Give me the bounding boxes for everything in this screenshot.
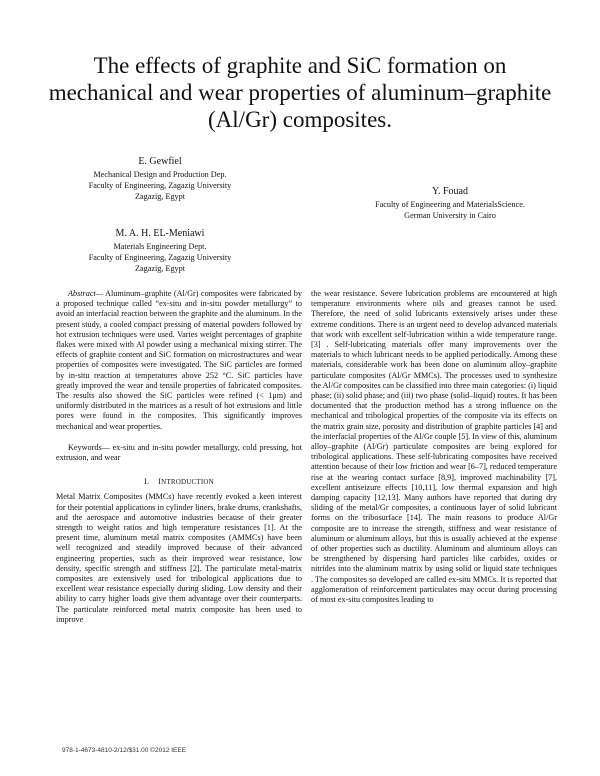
left-column	[56, 289, 302, 625]
author-name: M. A. H. EL-Meniawi	[115, 228, 205, 239]
author-name: Y. Fouad	[432, 186, 468, 197]
author-affiliation-line: Zagazig, Egypt	[134, 264, 186, 273]
author-block-3	[60, 227, 260, 274]
paper-title: The effects of graphite and SiC formation on mechanical and wear properties of aluminum–graphite (Al/Gr) composites.	[48, 53, 552, 132]
copyright-footer: 978-1-4673-4810-2/12/$31.00 ©2012 IEEE	[62, 747, 187, 754]
author-affiliation-line: German University in Cairo	[404, 211, 496, 220]
author-affiliation-line: Zagazig, Egypt	[134, 192, 186, 201]
author-affiliation-line: Materials Engineering Dept.	[113, 242, 207, 251]
abstract	[56, 289, 302, 432]
section-number: I.	[144, 477, 150, 487]
author-affiliation-line: Faculty of Engineering, Zagazig University	[88, 181, 232, 190]
section-heading	[56, 477, 302, 487]
author-affiliation-line: Faculty of Engineering and MaterialsScience.	[375, 200, 525, 209]
author-name: E. Gewfiel	[138, 156, 182, 167]
introduction-paragraph-continued: the wear resistance. Severe lubrication problems are encountered at high temperature environments where oils and greases cannot be used. Therefore, the need of solid lubricants extensively arises under these extreme conditions. There is an urgent need to develop advanced materials that work with excellent self-lubrication within a wide temperature range.[3] . Self-lubricating materials offer many improvements over the materials to which lubricant needs to be applied periodically. Among these materials, considerable work has been done on aluminum alloy–graphite particulate composites (Al/Gr MMCs). The processes used to synthesize the Al/Gr composites can be classified into three main categories: (i) liquid phase; (ii) solid phase; and (iii) two phase (solid–liquid) routes. It has been documented that the production method has a strong influence on the mechanical and tribological properties of the composite via its effects on the matrix grain size, porosity and distribution of graphite particles [4] and the interfacial properties of the Al/Gr couple [5]. In view of this, aluminum alloy–graphite (Al/Gr) particulate composites are being explored for tribological applications. These self-lubricating composites have received attention because of their low friction and wear [6–7], reduced temperature rise at the wearing contact surface [8,9], improved machinability [7], excellent antiseizure effects [10,11], low thermal expansion and high damping capacity [12,13]. Many authors have reported that during dry sliding of the metal/Gr composites, a continuous layer of solid lubricant forms on the tribosurface [14]. The main reasons to produce Al/Gr composite are to increase the strength, stiffness and wear resistance of aluminum or aluminum alloys, but this is usually achieved at the expense of other properties such as ductility. Aluminum and aluminum alloys can be strengthened by dispersing hard particles like carbides, oxides or nitrides into the aluminum matrix by using solid or liquid state techniques . The composites so developed are called ex-situ MMCs. It is reported that agglomeration of reinforcement particulates may occur during processing of most ex-situ composites leading to	[311, 289, 558, 605]
keywords: Keywords— ex-situ and in-situ powder metallurgy, cold pressing, hot extrusion, and wear	[56, 442, 302, 463]
abstract-text: Aluminum–graphite (Al/Gr) composites were fabricated by a proposed technique called “ex-situ and in-situ powder metallurgy” to avoid an interfacial reaction between the graphite and the aluminum. In the present study, a cooled compact pressing of material powders followed by hot extrusion techniques were used. Varies weight percentages of graphite flakes were mixed with Al powder using a mechanical mixing stirrer. The effects of graphite content and SiC formation on microstructures and wear properties of composites were investigated. The SiC particles are formed by in-situ reaction at temperatures above 252 °C. SiC particles have greatly improved the wear and tensile properties of fabricated composites. The results also showed the SiC particles were refined (< 1μm) and uniformly distributed in the matrices as a result of hot extrusions and little pores were found in the composites. This significantly improves mechanical and wear properties.	[56, 289, 302, 431]
author-block-2	[340, 185, 560, 221]
section-initial: I	[158, 477, 162, 487]
author-affiliation-line: Mechanical Design and Production Dep.	[93, 170, 227, 179]
section-title-rest: NTRODUCTION	[161, 478, 214, 487]
right-column	[311, 289, 557, 605]
author-block-1	[60, 155, 260, 202]
abstract-label: Abstract—	[68, 289, 104, 298]
author-affiliation-line: Faculty of Engineering, Zagazig University	[88, 253, 232, 262]
introduction-paragraph: Metal Matrix Composites (MMCs) have recently evoked a keen interest for their potential applications in cylinder liners, brake drums, crankshafts, and the aerospace and automotive industries because of their greater strength to weight ratios and high temperature resistances [1]. At the present time, aluminum metal matrix composites (AMMCs) have been well recognized and steadily improved because of their advanced engineering properties, such as their improved wear resistance, low density, specific strength and stiffness [2]. The particulate metal-matrix composites are extensively used for tribological applications due to excellent wear resistance especially during sliding. Low density and their ability to carry higher loads give them advantage over their counterparts. The particulate reinforced metal matrix composite has been used to improve	[56, 492, 302, 624]
